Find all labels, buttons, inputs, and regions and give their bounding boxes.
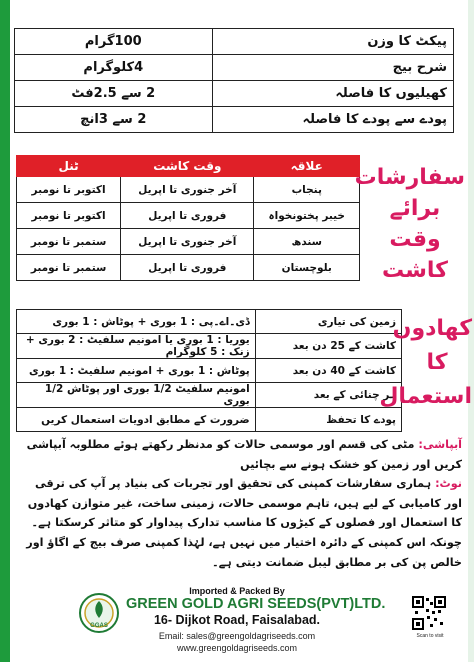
fert-stage: ہر چنائی کے بعد [255, 383, 401, 408]
table-row [17, 229, 360, 255]
spec-label: شرح بیج [212, 55, 453, 81]
table-row [17, 203, 360, 229]
specs-table [14, 28, 454, 133]
company-name: GREEN GOLD AGRI SEEDS(PVT)LTD. [126, 596, 386, 612]
cell-tunnel: ستمبر تا نومبر [17, 229, 121, 255]
fert-dose: یوریا : 1 بوری یا امونیم سلفیٹ : 2 بوری + زنک : 5 کلوگرام [17, 334, 256, 359]
cell-sowing-time: آخر جنوری تا اپریل [121, 177, 254, 203]
irrigation-note [16, 435, 462, 474]
fertilizer-table [16, 309, 402, 432]
table-header-row [17, 156, 360, 177]
imported-label: Imported & Packed By [189, 586, 285, 596]
header-tunnel: ٹنل [17, 156, 121, 177]
qr-code-icon[interactable] [412, 596, 446, 630]
cell-region: بلوچستان [254, 255, 360, 281]
sowing-table [16, 155, 360, 281]
spec-value: 100گرام [15, 29, 213, 55]
fert-dose: پوٹاش : 1 بوری + امونیم سلفیٹ : 1 بوری [17, 359, 256, 383]
spec-label: پودے سے پودے کا فاصلہ [212, 107, 453, 133]
cell-tunnel: ستمبر تا نومبر [17, 255, 121, 281]
fert-stage: کاشت کے 40 دن بعد [255, 359, 401, 383]
company-website[interactable]: www.greengoldagriseeds.com [176, 643, 298, 653]
sowing-side-heading: سفارشات برائے وقت کاشت [354, 165, 465, 283]
table-row [17, 177, 360, 203]
logo-text: GGAS [90, 623, 108, 629]
table-row [17, 408, 402, 432]
table-row [17, 255, 360, 281]
cell-region: خیبر پختونخواہ [254, 203, 360, 229]
spec-label: کھیلیوں کا فاصلہ [212, 81, 453, 107]
fert-dose: ڈی۔اے۔پی : 1 بوری + پوٹاش : 1 بوری [17, 310, 256, 334]
cell-sowing-time: آخر جنوری تا اپریل [121, 229, 254, 255]
fert-stage: کاشت کے 25 دن بعد [255, 334, 401, 359]
spec-value: 2 سے 2.5فٹ [15, 81, 213, 107]
header-region: علاقہ [254, 156, 360, 177]
table-row [17, 383, 402, 408]
table-row [17, 359, 402, 383]
notes-block [16, 435, 462, 572]
table-row [15, 29, 454, 55]
note-text: ہماری سفارشات کمپنی کی تحقیق اور تجربات کی بنیاد پر آپ کی ترقی اور کامیابی کے لیے ہیں، تاہم موسمی حالات، زمینی ساخت، غیر متوازن کھادوں کا استعمال اور فصلوں کے کیڑوں کا مناسب تدارک پیداوار کو متاثر کرسکتا ہے۔ چونکہ اس کمپنی کے دائرہ اختیار میں نہیں ہے، لہٰذا کمپنی صرف بیج کے اگاؤ اور خالص پن کی بر مطابق لیبل ضمانت دیتی ہے۔ [26, 477, 462, 569]
company-email[interactable]: Email: sales@greengoldagriseeds.com [158, 631, 316, 641]
company-address: 16- Dijkot Road, Faisalabad. [153, 613, 320, 627]
fert-dose: ضرورت کے مطابق ادویات استعمال کریں [17, 408, 256, 432]
note-tag: نوٹ: [435, 477, 462, 491]
header-sowing-time: وقت کاشت [121, 156, 254, 177]
cell-tunnel: اکتوبر تا نومبر [17, 203, 121, 229]
table-row [15, 107, 454, 133]
spec-value: 2 سے 3انچ [15, 107, 213, 133]
table-row [15, 55, 454, 81]
table-row [17, 334, 402, 359]
qr-label: Scan to visit [416, 633, 444, 639]
spec-label: پیکٹ کا وزن [212, 29, 453, 55]
fert-stage: پودے کا تحفظ [255, 408, 401, 432]
cell-region: پنجاب [254, 177, 360, 203]
table-row [17, 310, 402, 334]
table-row [15, 81, 454, 107]
fert-stage: زمین کی تیاری [255, 310, 401, 334]
cell-sowing-time: فروری تا اپریل [121, 255, 254, 281]
spec-value: 4کلوگرام [15, 55, 213, 81]
irrigation-text: مٹی کی قسم اور موسمی حالات کو مدنظر رکھتے ہوئے مطلوبہ آبپاشی کریں اور زمین کو خشک ہونے سے بچائیں [26, 438, 462, 471]
fert-dose: امونیم سلفیٹ 1/2 بوری اور پوٹاش 1/2 بوری [17, 383, 256, 408]
cell-region: سندھ [254, 229, 360, 255]
irrigation-tag: آبپاشی: [418, 438, 462, 451]
disclaimer-note [16, 474, 462, 572]
fertilizer-side-heading: کھادوں کا استعمال [379, 316, 472, 409]
cell-sowing-time: فروری تا اپریل [121, 203, 254, 229]
cell-tunnel: اکتوبر تا نومبر [17, 177, 121, 203]
